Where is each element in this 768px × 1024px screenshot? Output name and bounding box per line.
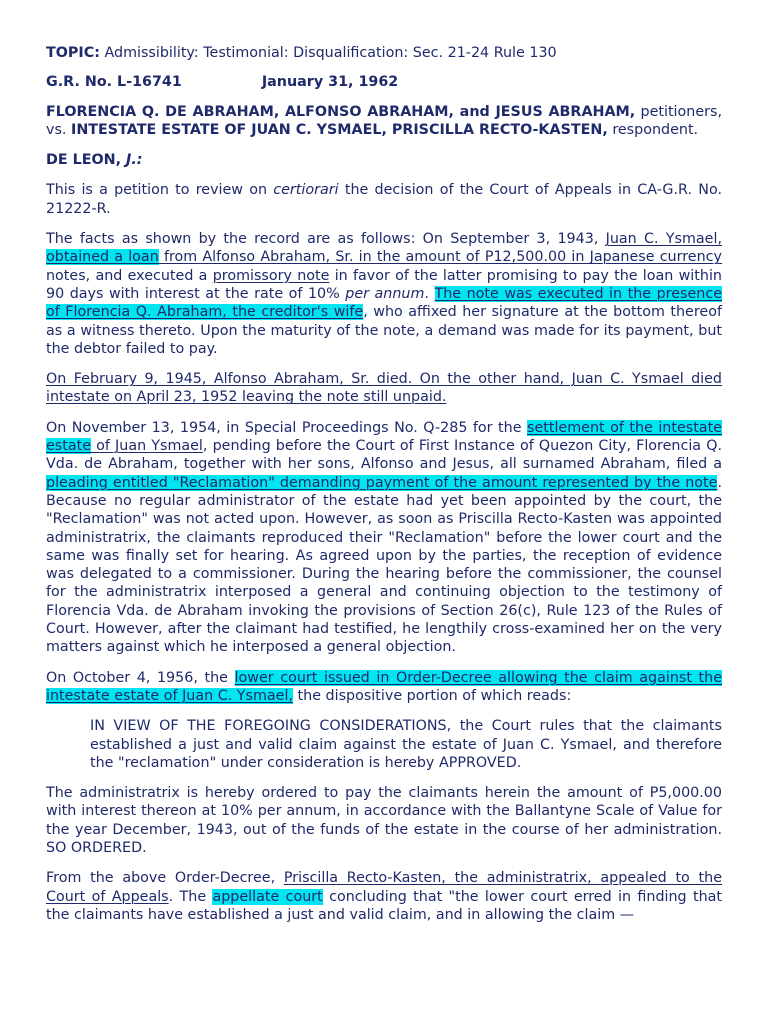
underlined-text: Juan C. Ysmael, [605,231,722,248]
text-run-italic: certiorari [273,182,339,199]
ponente-name: DE LEON, [46,152,127,169]
text-run-italic: per annum [345,285,425,302]
underlined-text: promissory note [212,267,330,284]
text-run: concluding that "the lower court erred in finding that the claimants have established a just and valid claim, and in allowing the claim — [46,888,722,923]
underlined-text: Priscilla Recto-Kasten, the administratrix, appealed to the Court of Appeals [46,870,722,905]
petitioners-label: petitioners, vs. [46,103,722,138]
paragraph-order-decree [46,669,722,706]
highlighted-text: pleading entitled "Reclamation" demanding payment of the amount represented by the note [46,474,718,491]
text-run: , who affixed her signature at the bottom thereof as a witness thereto. Upon the maturity of the note, a demand was made for its payment, but the debtor failed to pay. [46,304,722,357]
text-run: . The [168,888,213,905]
ponente-line [46,151,722,169]
text-run: in favor of the latter promising to pay the loan within 90 days with interest at the rate of 10% [46,267,722,302]
text-run: The administratrix is hereby ordered to pay the claimants herein the amount of P5,000.00 with interest thereon at 10% per annum, in accordance with the Ballantyne Scale of Value for the year December, 1943, out of the funds of the estate in the course of her administration. SO ORDERED. [46,785,722,856]
paragraph-appeal [46,869,722,924]
ponente-title: J.: [126,152,143,169]
underlined-text: of Juan Ysmael [91,438,203,455]
text-run: the dispositive portion of which reads: [292,687,572,704]
topic-label: TOPIC: [46,45,100,61]
paragraph-reclamation [46,419,722,657]
petitioners-names: FLORENCIA Q. DE ABRAHAM, ALFONSO ABRAHAM, and JESUS ABRAHAM, [46,103,636,120]
block-quote [46,717,722,772]
text-run: the decision of the Court of Appeals in CA-G.R. No. 21222-R. [46,182,722,217]
text-run: This is a petition to review on [46,182,274,199]
respondent-label: respondent. [607,121,699,138]
paragraph-facts [46,230,722,358]
underlined-text: from Alfonso Abraham, Sr. in the amount of P12,500.00 in Japanese currency [158,249,722,266]
paragraph-intro [46,181,722,218]
text-run: From the above Order-Decree, [46,870,284,887]
case-parties [46,103,722,140]
gr-number: G.R. No. L-16741 [46,74,182,91]
paragraph-deaths [46,370,722,407]
respondent-names: INTESTATE ESTATE OF JUAN C. YSMAEL, PRISCILLA RECTO-KASTEN, [71,121,608,138]
highlighted-text: settlement of the intestate estate [46,419,722,455]
highlighted-text: The note was executed in the presence of Florencia Q. Abraham, the creditor's wife [46,285,723,321]
topic-text: Admissibility: Testimonial: Disqualification: Sec. 21-24 Rule 130 [99,45,557,61]
highlighted-text: obtained a loan [46,249,159,266]
text-run: . Because no regular administrator of the estate had yet been appointed by the court, the "Reclamation" was not acted upon. However, as soon as Priscilla Recto-Kasten was appointed administratrix, the claimants reproduced their "Reclamation" before the lower court and the same was finally set for hearing. As agreed upon by the parties, the reception of evidence was delegated to a commissioner. During the hearing before the commissioner, the counsel for the administratrix interposed a general and continuing objection to the testimony of Florencia Vda. de Abraham invoking the provisions of Section 26(c), Rule 123 of the Rules of Court. However, after the claimant had testified, he lengthily cross-examined her on the very matters against which he interposed a general objection. [46,474,722,656]
case-number-line [46,73,722,91]
highlighted-text: lower court issued in Order-Decree allowing the claim against the intestate estate of Juan C. Ysmael, [46,669,722,704]
underlined-text: On February 9, 1945, Alfonso Abraham, Sr. died. On the other hand, Juan C. Ysmael died intestate on April 23, 1952 leaving the note still unpaid. [46,371,722,406]
text-run: On October 4, 1956, the [46,669,235,686]
paragraph-payment-order [46,784,722,857]
text-run: , pending before the Court of First Instance of Quezon City, Florencia Q. Vda. de Abraham, together with her sons, Alfonso and Jesus, all surnamed Abraham, filed a [46,438,722,473]
decision-date: January 31, 1962 [261,74,399,91]
text-run: The facts as shown by the record are as follows: On September 3, 1943, [46,231,606,248]
topic-line [46,44,722,62]
quote-text: IN VIEW OF THE FOREGOING CONSIDERATIONS, the Court rules that the claimants established a just and valid claim against the estate of Juan C. Ysmael, and therefore the "reclamation" under consideration is hereby APPROVED. [90,718,722,771]
text-run: . [424,285,435,302]
text-run: notes, and executed a [46,267,213,284]
text-run: On November 13, 1954, in Special Proceedings No. Q-285 for the [46,419,527,436]
highlighted-text: appellate court [212,888,323,905]
